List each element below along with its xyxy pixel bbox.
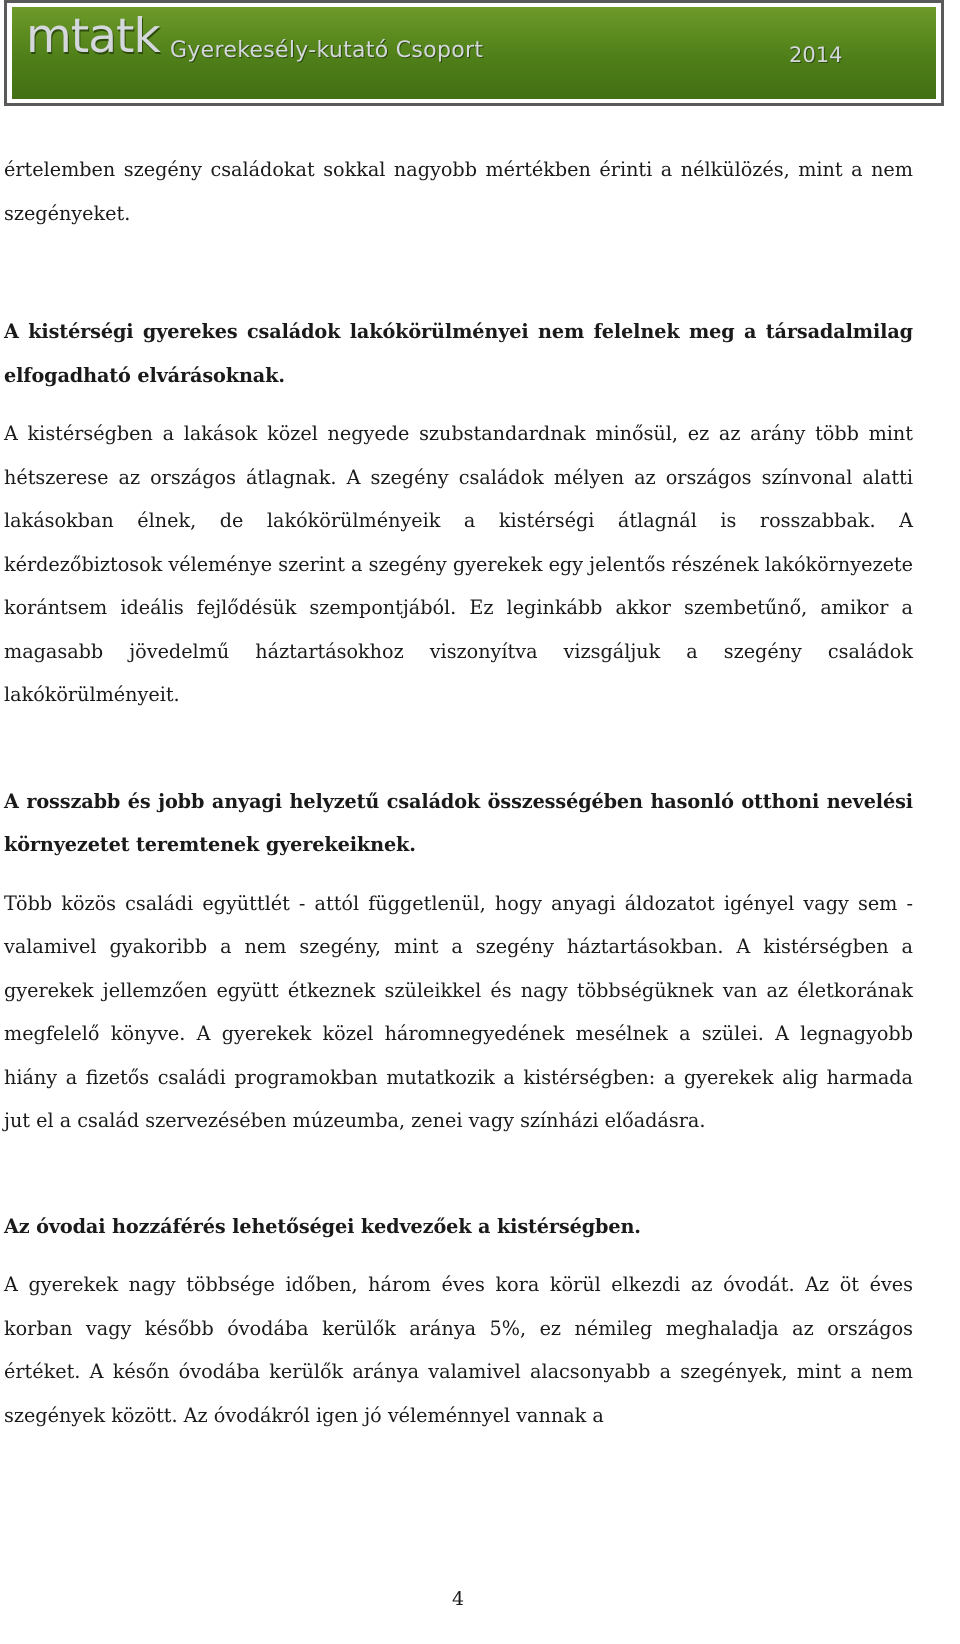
spacer [4,717,913,780]
document-body [4,148,913,1437]
logo: mtatk [26,9,160,64]
section-heading-kindergarten: Az óvodai hozzáférés lehetőségei kedvezőek a kistérségben. [4,1214,641,1238]
brand-name: Gyerekesély-kutató Csoport [170,38,484,63]
header-banner [4,0,944,106]
spacer [4,1143,913,1205]
paragraph-continuation: értelemben szegény családokat sokkal nagyobb mértékben érinti a nélkülözés, mint a nem szegényeket. [4,158,913,225]
header-year: 2014 [789,43,843,67]
section-heading-housing: A kistérségi gyerekes családok lakókörülményei nem felelnek meg a társadalmilag elfogadható elvárásoknak. [4,320,913,387]
spacer [4,1248,913,1263]
spacer [4,397,913,412]
page-number: 4 [451,1588,465,1610]
spacer [4,867,913,882]
paragraph-kindergarten: A gyerekek nagy többsége időben, három éves kora körül elkezdi az óvodát. Az öt éves korban vagy később óvodába kerülők aránya 5%, ez némileg meghaladja az országos értéket. A későn óvodába kerülők aránya valamivel alacsonyabb a szegények, mint a nem szegények között. Az óvodákról igen jó véleménnyel vannak a [4,1273,913,1427]
spacer [4,235,913,310]
paragraph-housing: A kistérségben a lakások közel negyede szubstandardnak minősül, ez az arány több mint hétszerese az országos átlagnak. A szegény családok mélyen az országos színvonal alatti lakásokban élnek, de lakókörülményeik a kistérségi átlagnál is rosszabbak. A kérdezőbiztosok véleménye szerint a szegény gyerekek egy jelentős részének lakókörnyezete korántsem ideális fejlődésük szempontjából. Ez leginkább akkor szembetűnő, amikor a magasabb jövedelmű háztartásokhoz viszonyítva vizsgáljuk a szegény családok lakókörülményeit. [4,422,913,706]
paragraph-home-environment: Több közös családi együttlét - attól függetlenül, hogy anyagi áldozatot igényel vagy sem - valamivel gyakoribb a nem szegény, mint a szegény háztartásokban. A kistérségben a gyerekek jellemzően együtt étkeznek szüleikkel és nagy többségüknek van az életkorának megfelelő könyve. A gyerekek közel háromnegyedének mesélnek a szülei. A legnagyobb hiány a fizetős családi programokban mutatkozik a kistérségben: a gyerekek alig harmada jut el a család szervezésében múzeumba, zenei vagy színházi előadásra. [4,891,913,1132]
header-banner-background [12,7,936,99]
section-heading-home-environment: A rosszabb és jobb anyagi helyzetű családok összességében hasonló otthoni nevelési környezetet teremtenek gyerekeiknek. [4,789,913,856]
